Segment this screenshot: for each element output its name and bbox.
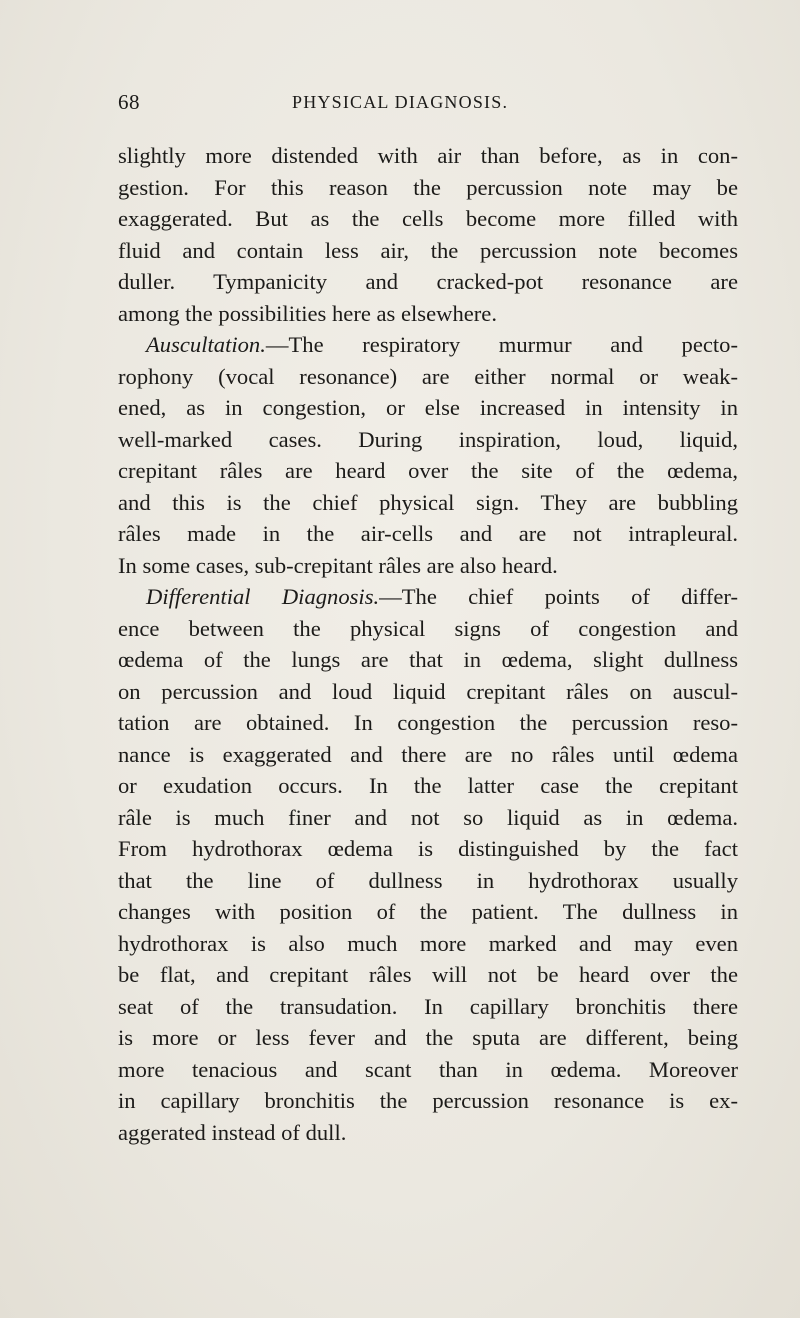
text-line: aggerated instead of dull. <box>118 1119 347 1145</box>
text-line: slightly more distended with air than before, as in con- <box>118 143 738 168</box>
text-line: ence between the physical signs of congestion and <box>118 615 738 641</box>
text-line: among the possibilities here as elsewhere. <box>118 300 497 326</box>
page-header <box>118 90 570 116</box>
text-line: râles made in the air-cells and are not intrapleural. <box>118 521 738 546</box>
text-line: fluid and contain less air, the percussion note becomes <box>118 237 738 263</box>
text-line: In some cases, sub-crepitant râles are also heard. <box>118 552 558 578</box>
running-title: PHYSICAL DIAGNOSIS. <box>292 92 509 112</box>
text-line: well-marked cases. During inspiration, loud, liquid, <box>118 426 738 452</box>
section-heading-line: Auscultation.—The respiratory murmur and pecto- <box>146 332 738 357</box>
text-line: duller. Tympanicity and cracked-pot resonance are <box>118 269 738 294</box>
text-line: be flat, and crepitant râles will not be heard over the <box>118 962 738 987</box>
section-heading-auscultation: Auscultation. <box>146 332 266 357</box>
text-line: and this is the chief physical sign. They are bubbling <box>118 489 738 515</box>
text-line: gestion. For this reason the percussion note may be <box>118 174 738 200</box>
body-text <box>118 140 738 1148</box>
text-line: From hydrothorax œdema is distinguished by the fact <box>118 836 738 861</box>
text-line: râle is much finer and not so liquid as in œdema. <box>118 804 738 830</box>
text-line: that the line of dullness in hydrothorax usually <box>118 867 738 893</box>
section-heading-differential-diagnosis: Differential Diagnosis. <box>146 584 380 609</box>
text-line: changes with position of the patient. The dullness in <box>118 899 738 924</box>
text-line: is more or less fever and the sputa are different, being <box>118 1025 738 1050</box>
text-line: tation are obtained. In congestion the percussion reso- <box>118 710 738 735</box>
section-heading-line: Differential Diagnosis.—The chief points of differ- <box>146 584 738 609</box>
text-line: on percussion and loud liquid crepitant râles on auscul- <box>118 678 738 704</box>
text-line: crepitant râles are heard over the site of the œdema, <box>118 458 738 483</box>
text-line: or exudation occurs. In the latter case the crepitant <box>118 773 738 798</box>
text-line: seat of the transudation. In capillary bronchitis there <box>118 993 738 1019</box>
text-line: nance is exaggerated and there are no râles until œdema <box>118 741 738 767</box>
text-line: œdema of the lungs are that in œdema, slight dullness <box>118 647 738 672</box>
text-line: ened, as in congestion, or else increased in intensity in <box>118 395 738 420</box>
text-line: in capillary bronchitis the percussion resonance is ex- <box>118 1088 738 1113</box>
text-line: hydrothorax is also much more marked and may even <box>118 930 738 956</box>
text-line: exaggerated. But as the cells become more filled with <box>118 206 738 231</box>
text-line: more tenacious and scant than in œdema. Moreover <box>118 1056 738 1082</box>
page-number: 68 <box>118 90 140 114</box>
text-line: rophony (vocal resonance) are either normal or weak- <box>118 363 738 389</box>
